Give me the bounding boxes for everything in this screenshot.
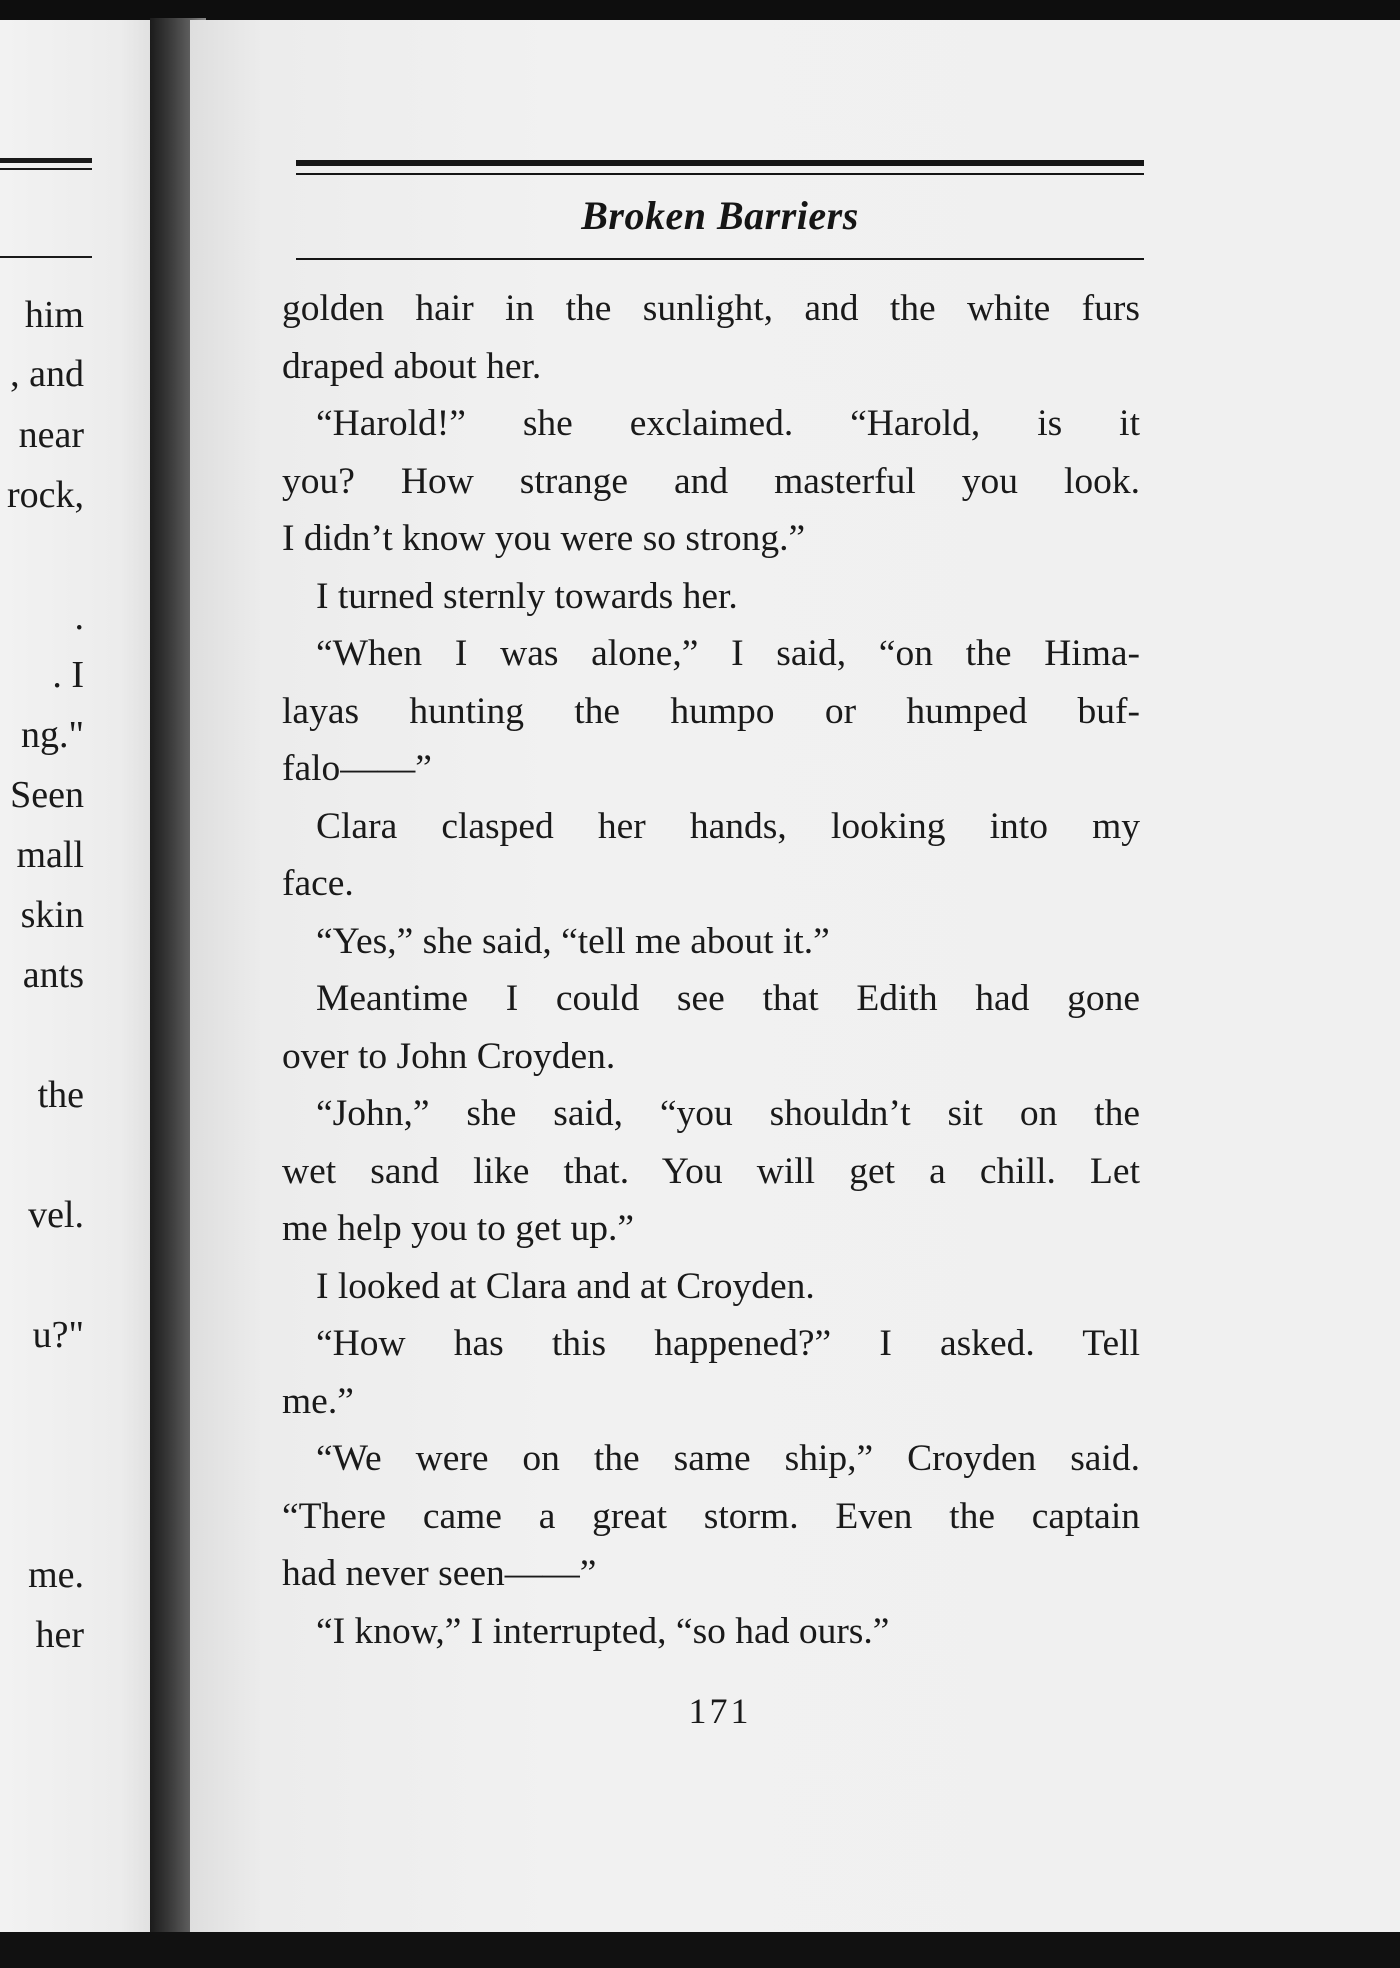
text-line: wet sand like that. You will get a chill. Let [282, 1150, 1140, 1192]
text-line: “I know,” I interrupted, “so had ours.” [316, 1610, 890, 1652]
left-fragment: him [24, 294, 84, 336]
left-fragment: . I [52, 654, 84, 696]
text-line: I didn’t know you were so strong.” [282, 518, 806, 559]
left-fragment: rock, [6, 474, 84, 516]
left-fragment: , and [10, 353, 84, 395]
text-line: “There came a great storm. Even the captain [282, 1495, 1140, 1537]
left-facing-page [0, 20, 172, 1950]
page-number: 171 [688, 1691, 752, 1731]
left-header-rule [0, 158, 92, 172]
text-line: draped about her. [282, 345, 542, 387]
left-fragment: vel. [28, 1194, 84, 1236]
text-line: layas hunting the humpo or humped buf- [282, 690, 1140, 732]
body-text [282, 280, 1140, 1660]
text-line: “How has this happened?” I asked. Tell [316, 1323, 1140, 1364]
text-line: face. [282, 863, 354, 904]
text-line: I turned sternly towards her. [316, 575, 738, 617]
head-rule [296, 258, 1144, 260]
left-fragment: ants [22, 954, 84, 996]
running-head: Broken Barriers [581, 193, 859, 238]
header-double-rule [296, 160, 1144, 180]
text-line: me.” [282, 1380, 354, 1422]
text-line: falo——” [282, 748, 432, 789]
text-line: “Harold!” she exclaimed. “Harold, is it [316, 403, 1140, 444]
left-fragment: . [74, 596, 84, 638]
left-fragment: near [18, 414, 84, 456]
text-line: “When I was alone,” I said, “on the Hima- [316, 633, 1140, 674]
text-line: you? How strange and masterful you look. [282, 460, 1140, 502]
left-head-rule [0, 256, 92, 258]
left-fragment: the [37, 1074, 84, 1116]
text-line: Meantime I could see that Edith had gone [316, 978, 1140, 1019]
left-fragment: mall [16, 834, 84, 876]
text-line: golden hair in the sunlight, and the white furs [282, 288, 1140, 329]
left-fragment: her [35, 1614, 84, 1656]
text-line: had never seen——” [282, 1553, 597, 1594]
left-fragment: me. [28, 1554, 84, 1596]
left-fragment: Seen [10, 774, 84, 816]
text-line: “We were on the same ship,” Croyden said. [316, 1438, 1140, 1479]
left-fragment: u?" [32, 1314, 84, 1356]
right-page [190, 20, 1400, 1935]
text-line: me help you to get up.” [282, 1208, 635, 1249]
left-fragment: ng." [20, 714, 84, 756]
left-fragment: skin [20, 894, 84, 936]
text-line: “John,” she said, “you shouldn’t sit on the [316, 1093, 1140, 1134]
text-line: Clara clasped her hands, looking into my [316, 805, 1140, 847]
text-line: I looked at Clara and at Croyden. [316, 1265, 815, 1307]
scan-bottom-edge [0, 1932, 1400, 1968]
text-line: “Yes,” she said, “tell me about it.” [316, 920, 830, 962]
text-line: over to John Croyden. [282, 1035, 616, 1077]
